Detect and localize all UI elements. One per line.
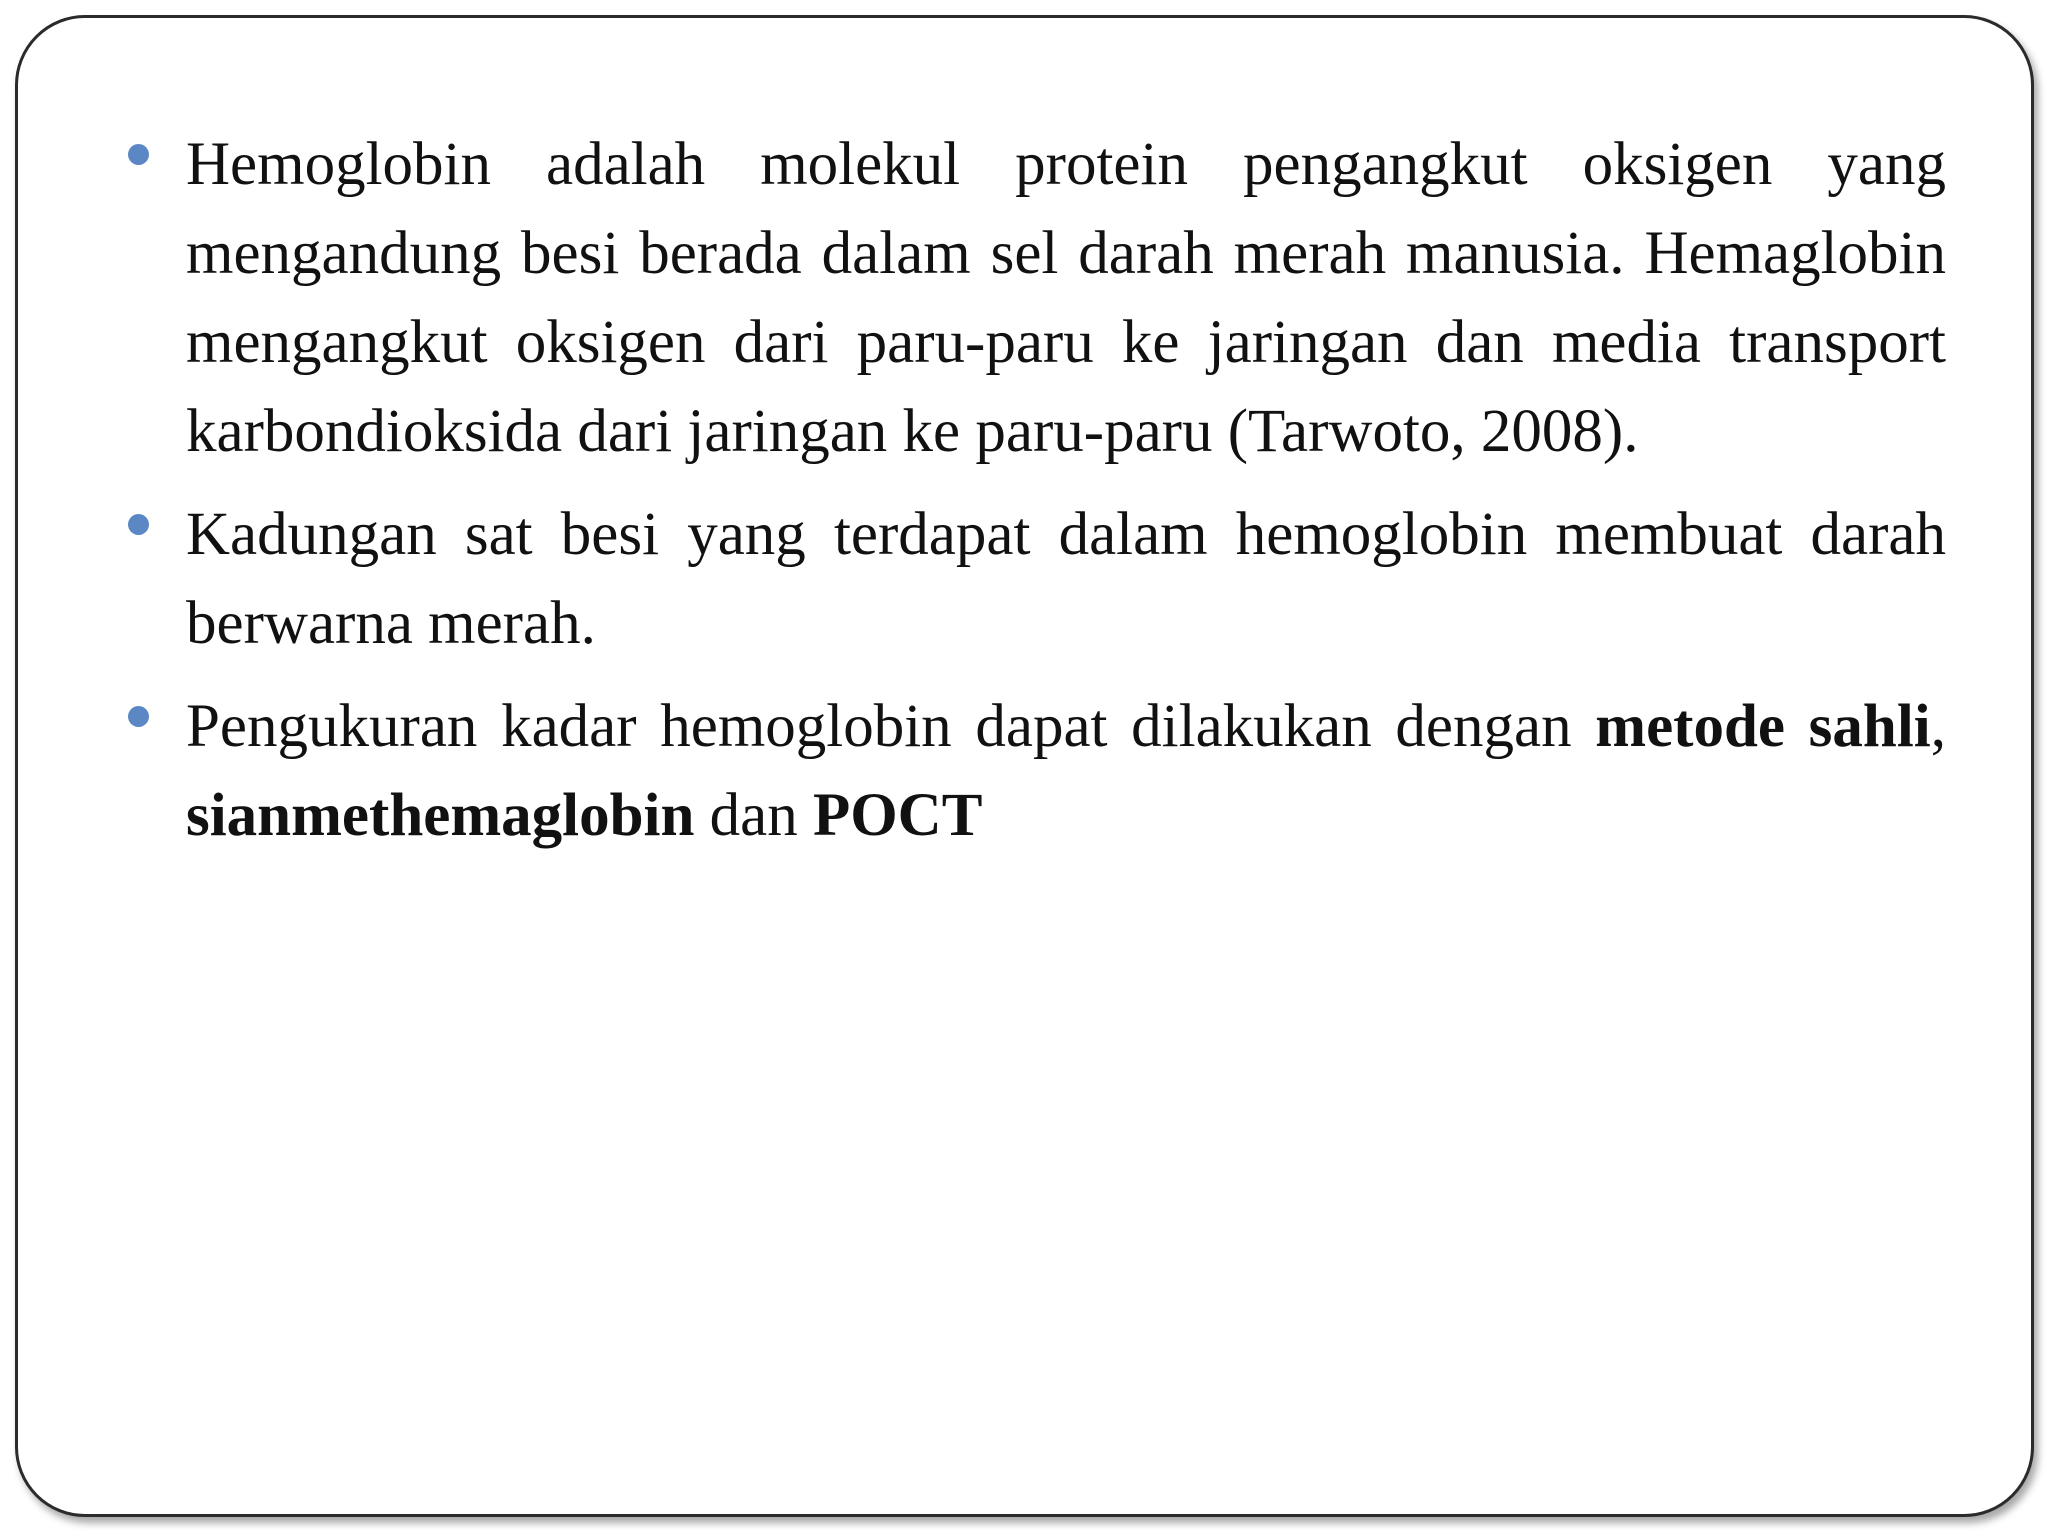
bullet-text-segment: dan xyxy=(694,782,813,849)
method-sianmethemaglobin: sianmethemaglobin xyxy=(186,782,695,849)
bullet-dot-icon xyxy=(128,706,149,727)
bullet-text: Kadungan sat besi yang terdapat dalam hemoglobin membuat darah berwarna merah. xyxy=(186,501,1946,657)
bullet-item-hemoglobin-definition xyxy=(128,120,1946,476)
bullet-dot-icon xyxy=(128,144,149,165)
method-poct: POCT xyxy=(812,782,983,849)
bullet-text-segment: , xyxy=(1930,693,1946,760)
bullet-text-segment: Pengukuran kadar hemoglobin dapat dilakukan dengan xyxy=(186,693,1596,760)
bullet-item-iron-content xyxy=(128,490,1946,668)
method-sahli: metode sahli xyxy=(1595,693,1931,760)
bullet-list xyxy=(128,120,1946,874)
bullet-dot-icon xyxy=(128,514,149,535)
bullet-item-measurement-methods xyxy=(128,682,1946,860)
slide-frame xyxy=(15,15,2034,1517)
bullet-text: Hemoglobin adalah molekul protein pengangkut oksigen yang mengandung besi berada dalam sel darah merah manusia. Hemaglobin mengangkut oksigen dari paru-paru ke jaringan dan media transport karbondioksida dari jaringan ke paru-paru (Tarwoto, 2008). xyxy=(186,131,1946,465)
